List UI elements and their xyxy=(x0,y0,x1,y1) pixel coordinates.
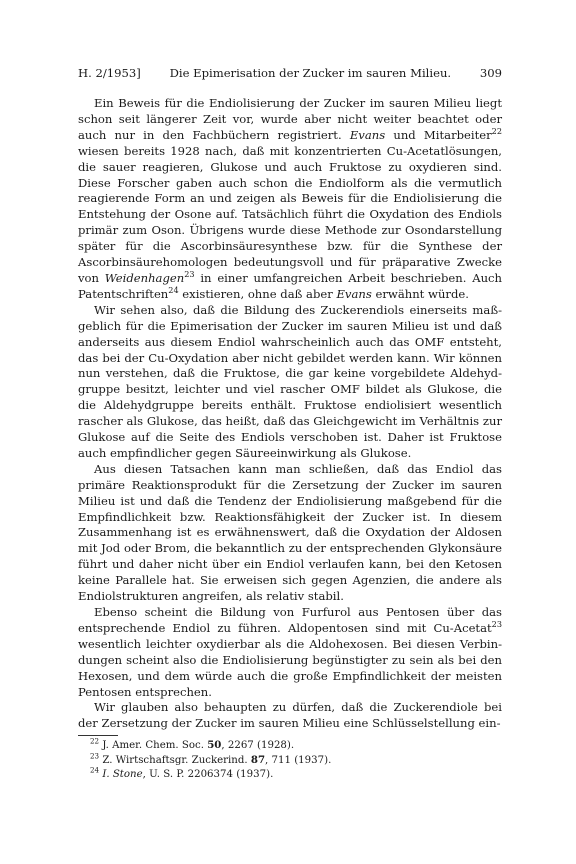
text-run: wiesen bereits 1928 nach, daß mit konzentrierten Cu-Acetatlösungen, die sauer reagieren, Glukose und auch Fruktose zu oxydieren sind. Diese Forscher gaben auch schon die Endiolform als die vermutlich reagierende Form an und zeigen als Beweis für die Endiolisierung die Entstehung der Osone auf. Tatsächlich führt die Oxydation des Endiols primär zum Oson. Übrigens wurde diese Methode zur Osondarstellung später für die Ascorbinsäuresynthese bzw. für die Synthese der Ascorbinsäurehomologen bedeutungsvoll und für präparative Zwecke von xyxy=(78,143,502,285)
paragraph xyxy=(78,605,502,700)
italic-text: Evans xyxy=(349,127,386,142)
footnotes xyxy=(78,738,502,782)
text-run: , 711 (1937). xyxy=(265,755,332,767)
text-run: und Mitarbeiter xyxy=(385,127,492,142)
text-run: Z. Wirtschaftsgr. Zuckerind. xyxy=(99,755,251,767)
text-run: erwähnt würde. xyxy=(371,286,469,301)
footnote-ref: 23 xyxy=(184,269,195,280)
paragraph xyxy=(78,96,502,303)
page xyxy=(78,66,502,782)
text-run: in einer umfangreichen Arbeit beschrieben. Auch Patentschriften xyxy=(78,270,502,301)
text-run: J. Amer. Chem. Soc. xyxy=(99,740,208,752)
text-run: Wir sehen also, daß die Bildung des Zuckerendiols einerseits maßgeblich für die Epimerisation der Zucker im sauren Milieu ist und daß anderseits aus diesem Endiol wahrscheinlich auch das OMF entsteht, das bei der Cu-Oxydation aber nicht gebildet werden kann. Wir können nun verstehen, daß die Fruktose, die gar keine vorgebildete Aldehydgruppe besitzt, leichter und viel rascher OMF bildet als Glukose, die die Aldehydgruppe bereits enthält. Fruktose endiolisiert wesentlich rascher als Glukose, das heißt, daß das Gleichgewicht im Verhältnis zur Glukose auf die Seite des Endiols verschoben ist. Daher ist Fruktose auch empfindlicher gegen Säureeinwirkung als Glukose. xyxy=(78,302,502,460)
paragraph xyxy=(78,700,502,732)
paragraph xyxy=(78,462,502,605)
bold-text: 50 xyxy=(207,739,222,752)
italic-text: Evans xyxy=(336,286,372,301)
italic-text: I. Stone xyxy=(102,769,143,781)
footnote-ref: 24 xyxy=(90,765,100,775)
bold-text: 87 xyxy=(250,754,266,767)
text-run: Aus diesen Tatsachen kann man schließen, daß das Endiol das primäre Reaktionsprodukt für die Zersetzung der Zucker im sauren Milieu ist und daß die Tendenz der Endiolisierung maßgebend für die Empfindlichkeit bzw. Reaktionsfähigkeit der Zucker ist. In diesem Zusammenhang ist es erwähnenswert, daß die Oxydation der Aldosen mit Jod oder Brom, die bekanntlich zu der entsprechenden Glykonsäure führt und daher nicht über ein Endiol verlaufen kann, bei den Ketosen keine Parallele hat. Sie erweisen sich gegen Agenzien, die andere als Endiolstrukturen angreifen, als relativ stabil. xyxy=(78,461,502,604)
footnote-ref: 23 xyxy=(90,751,100,761)
text-run: wesentlich leichter oxydierbar als die Aldohexosen. Bei diesen Verbindungen scheint also die Endiolisierung begünstigter zu sein als bei den Hexosen, und dem würde auch die große Empfindlichkeit der meisten Pentosen entsprechen. xyxy=(78,636,502,699)
italic-text: Weidenhagen xyxy=(104,270,185,285)
text-run: Ebenso scheint die Bildung von Furfurol aus Pentosen über das entsprechende Endiol zu führen. Aldopentosen sind mit Cu-Acetat xyxy=(78,605,502,635)
text-run: , U. S. P. 2206374 (1937). xyxy=(142,769,274,781)
running-title: Die Epimerisation der Zucker im sauren Milieu. xyxy=(169,66,452,80)
article-body xyxy=(78,96,502,732)
footnote-ref: 23 xyxy=(491,619,502,630)
paragraph xyxy=(78,303,502,462)
footnote xyxy=(78,738,502,753)
footnote xyxy=(78,765,502,782)
footnote-ref: 24 xyxy=(168,285,179,296)
page-number: 309 xyxy=(479,66,502,80)
journal-issue-reference: H. 2/1953] xyxy=(78,66,141,80)
text-run: Wir glauben also behaupten zu dürfen, daß die Zuckerendiole bei der Zersetzung der Zucker im sauren Milieu eine Schlüsselstellung ein- xyxy=(78,700,502,731)
running-header xyxy=(78,66,502,80)
text-run: , 2267 (1928). xyxy=(221,740,295,752)
footnote-ref: 22 xyxy=(491,125,502,136)
footnote-ref: 22 xyxy=(90,736,100,746)
text-run: Ein Beweis für die Endiolisierung der Zucker im sauren Milieu liegt schon seit längerer Zeit vor, wurde aber nicht weiter beachtet oder auch nur in den Fachbüchern registriert. xyxy=(78,96,502,142)
text-run: existieren, ohne daß aber xyxy=(178,286,337,301)
footnote xyxy=(78,753,502,768)
